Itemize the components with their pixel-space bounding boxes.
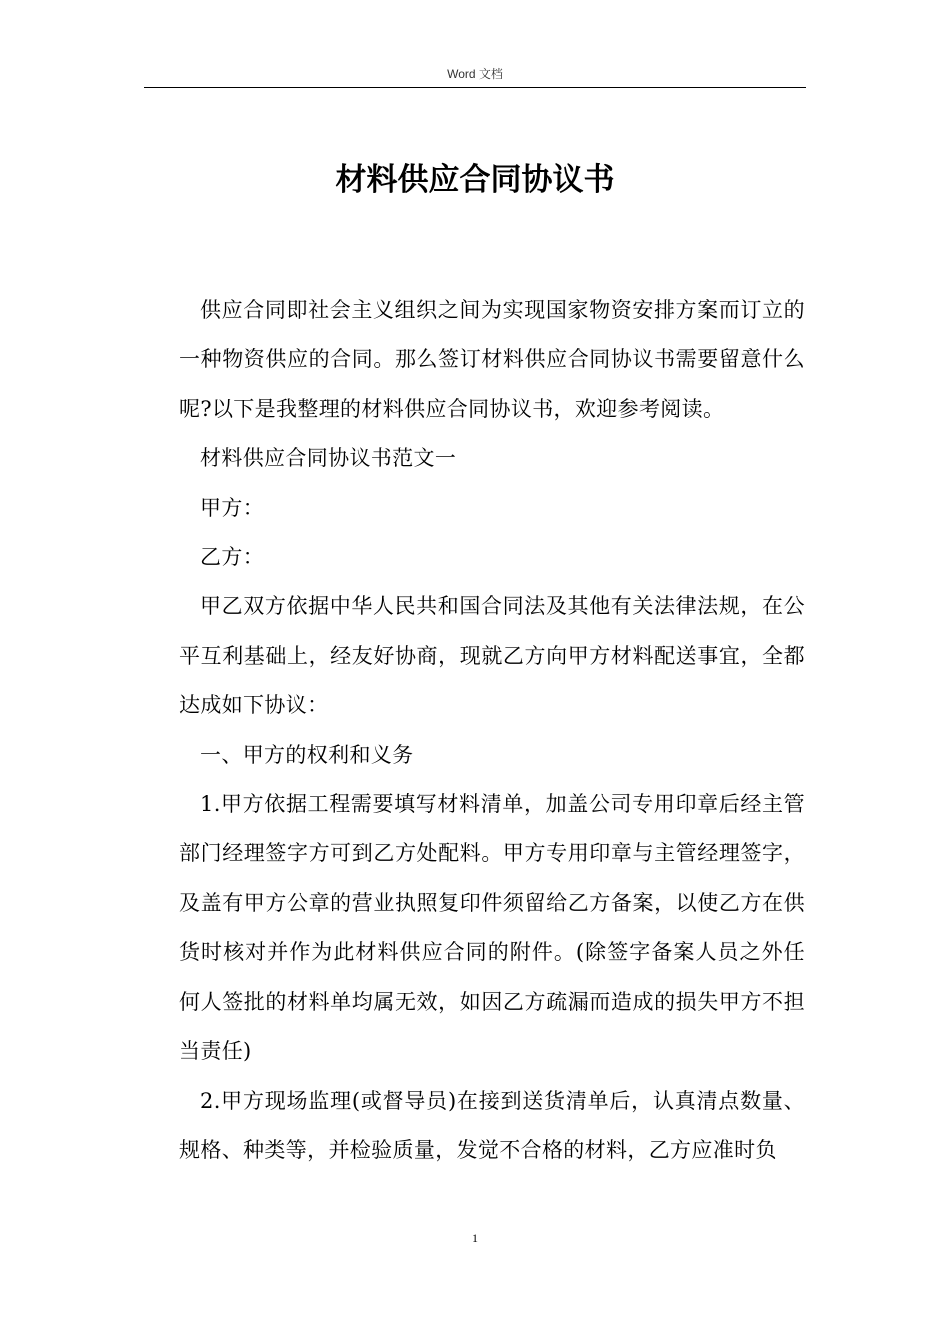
paragraph-agreement: 甲乙双方依据中华人民共和国合同法及其他有关法律法规，在公平互利基础上，经友好协商，现就乙方向甲方材料配送事宜，全都达成如下协议：: [179, 594, 805, 718]
document-title: 材料供应合同协议书: [335, 162, 615, 198]
header-divider: [144, 87, 806, 88]
paragraph-party-b: 乙方：: [200, 545, 265, 570]
paragraph-party-a: 甲方：: [200, 495, 265, 520]
paragraph-clause-1: 1.甲方依据工程需要填写材料清单，加盖公司专用印章后经主管部门经理签字方可到乙方处配料。甲方专用印章与主管经理签字，及盖有甲方公章的营业执照复印件须留给乙方备案，以使乙方在供货时核对并作为此材料供应合同的附件。(除签字备案人员之外任何人签批的材料单均属无效，如因乙方疏漏而造成的损失甲方不担当责任): [179, 792, 805, 1064]
paragraph-sample-heading: 材料供应合同协议书范文一: [200, 446, 457, 471]
document-body: [179, 286, 805, 1175]
paragraph-intro: 供应合同即社会主义组织之间为实现国家物资安排方案而订立的一种物资供应的合同。那么签订材料供应合同协议书需要留意什么呢?以下是我整理的材料供应合同协议书，欢迎参考阅读。: [179, 298, 805, 421]
paragraph-clause-2: 2.甲方现场监理(或督导员)在接到送货清单后，认真清点数量、规格、种类等，并检验质量，发觉不合格的材料，乙方应准时负: [179, 1088, 805, 1162]
page-number: 1: [472, 1231, 478, 1245]
paragraph-section-heading: 一、甲方的权利和义务: [200, 742, 414, 767]
page-header: Word 文档: [447, 67, 503, 81]
